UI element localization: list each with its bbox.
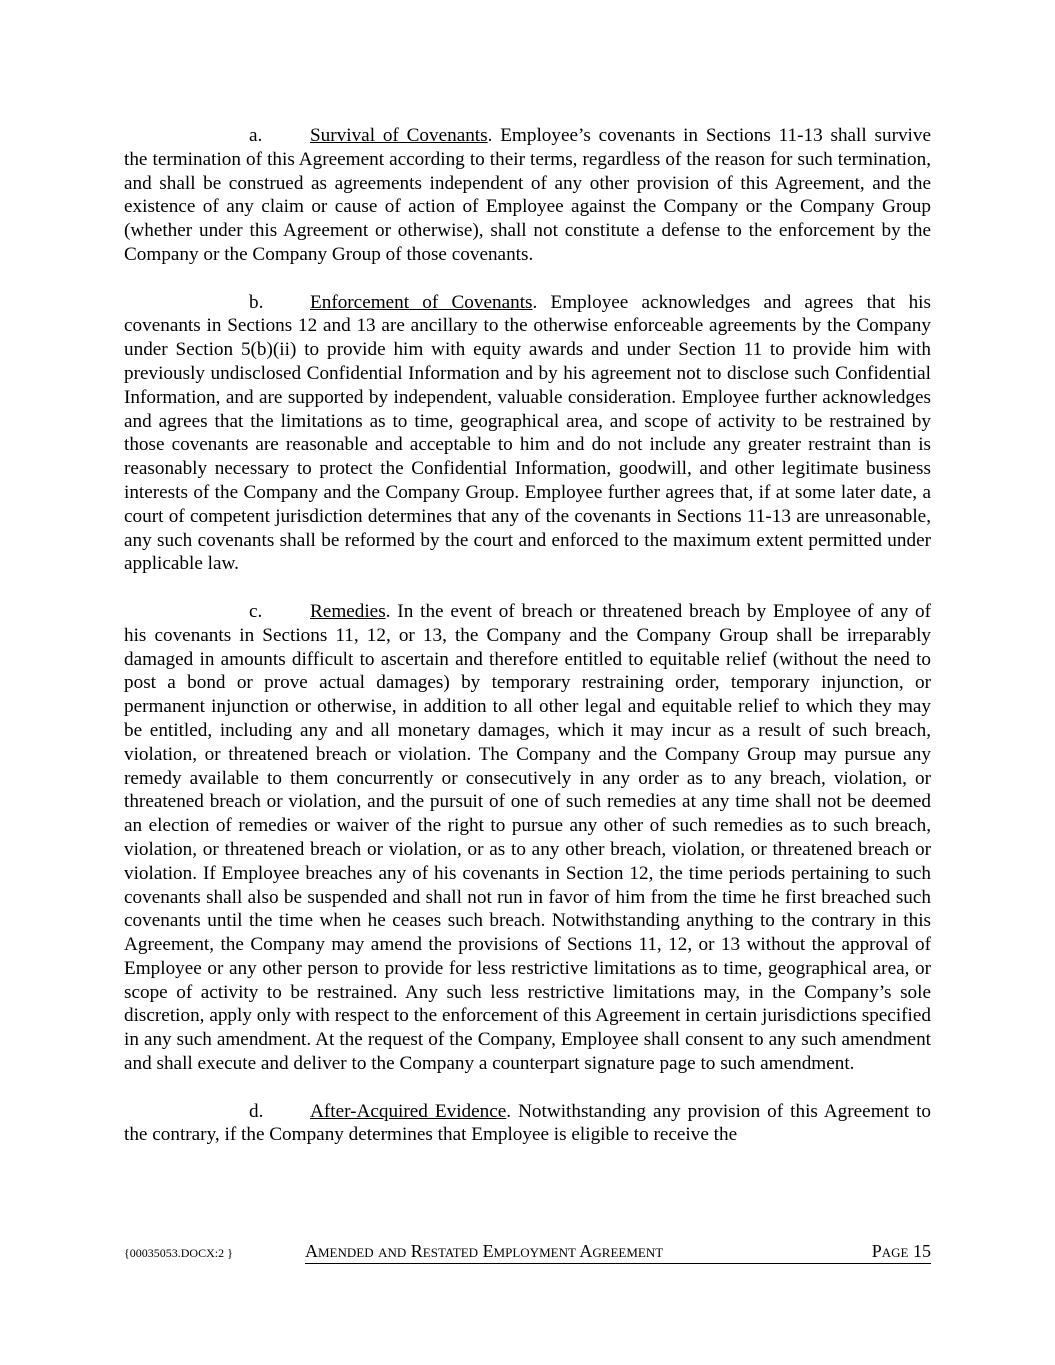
paragraph-body: . Employee acknowledges and agrees that his covenants in Sections 12 and 13 are ancillary to the otherwise enforceable agreements by the Company under Section 5(b)(ii) to provide him with equity awards and under Section 11 to provide him with previously undisclosed Confidential Information and by his agreement not to disclose such Confidential Information, and are supported by independent, valuable consideration. Employee further acknowledges and agrees that the limitations as to time, geographical area, and scope of activity to be restrained by those covenants are reasonable and acceptable to him and do not include any greater restraint than is reasonably necessary to protect the Confidential Information, goodwill, and other legitimate business interests of the Company and the Company Group. Employee further agrees that, if at some later date, a court of competent jurisdiction determines that any of the covenants in Sections 11-13 are unreasonable, any such covenants shall be reformed by the court and enforced to the maximum extent permitted under applicable law. — [124, 291, 931, 575]
document-id: {00035053.DOCX:2 } — [124, 1246, 233, 1260]
paragraph-after-acquired-evidence — [124, 1100, 931, 1148]
paragraph-enforcement-of-covenants — [124, 291, 931, 577]
paragraph-heading: Enforcement of Covenants — [310, 291, 533, 313]
paragraph-marker: c. — [249, 600, 263, 622]
paragraph-heading: Remedies — [310, 600, 386, 622]
paragraph-body: . Notwithstanding any provision of this Agreement to the contrary, if the Company determines that Employee is eligible to receive the — [124, 1100, 931, 1146]
paragraph-remedies — [124, 600, 931, 1076]
paragraph-body: . Employee’s covenants in Sections 11-13 shall survive the termination of this Agreement according to their terms, regardless of the reason for such termination, and shall be construed as agreements independent of any other provision of this Agreement, and the existence of any claim or cause of action of Employee against the Company or the Company Group (whether under this Agreement or otherwise), shall not constitute a defense to the enforcement by the Company or the Company Group of those covenants. — [124, 125, 932, 265]
paragraph-heading: After-Acquired Evidence — [310, 1100, 507, 1122]
page-footer — [124, 1240, 931, 1264]
paragraph-marker: a. — [249, 125, 263, 146]
paragraph-heading: Survival of Covenants — [310, 125, 488, 146]
paragraph-marker: d. — [249, 1100, 264, 1122]
document-title: Amended and Restated Employment Agreement — [305, 1241, 664, 1261]
paragraph-marker: b. — [249, 291, 264, 313]
paragraph-body: . In the event of breach or threatened breach by Employee of any of his covenants in Sections 11, 12, or 13, the Company and the Company Group shall be irreparably damaged in amounts difficult to ascertain and therefore entitled to equitable relief (without the need to post a bond or prove actual damages) by temporary restraining order, temporary injunction, or permanent injunction or otherwise, in addition to all other legal and equitable relief to which they may be entitled, including any and all monetary damages, which it may incur as a result of such breach, violation, or threatened breach or violation. The Company and the Company Group may pursue any remedy available to them concurrently or consecutively in any order as to any breach, violation, or threatened breach or violation, and the pursuit of one of such remedies at any time shall not be deemed an election of remedies or waiver of the right to pursue any other of such remedies as to such breach, violation, or threatened breach or violation, or as to any other breach, violation, or threatened breach or violation. If Employee breaches any of his covenants in Section 12, the time periods pertaining to such covenants shall also be suspended and shall not run in favor of him from the time he first breached such covenants until the time when he ceases such breach. Notwithstanding anything to the contrary in this Agreement, the Company may amend the provisions of Sections 11, 12, or 13 without the approval of Employee or any other person to provide for less restrictive limitations as to time, geographical area, or scope of activity to be restrained. Any such less restrictive limitations may, in the Company’s sole discretion, apply only with respect to the enforcement of this Agreement in certain jurisdictions specified in any such amendment. At the request of the Company, Employee shall consent to any such amendment and shall execute and deliver to the Company a counterpart signature page to such amendment. — [124, 600, 931, 1075]
footer-title-bar — [305, 1240, 931, 1264]
page-number: Page 15 — [871, 1241, 931, 1261]
document-page — [124, 124, 931, 1171]
paragraph-survival-of-covenants — [124, 124, 931, 267]
